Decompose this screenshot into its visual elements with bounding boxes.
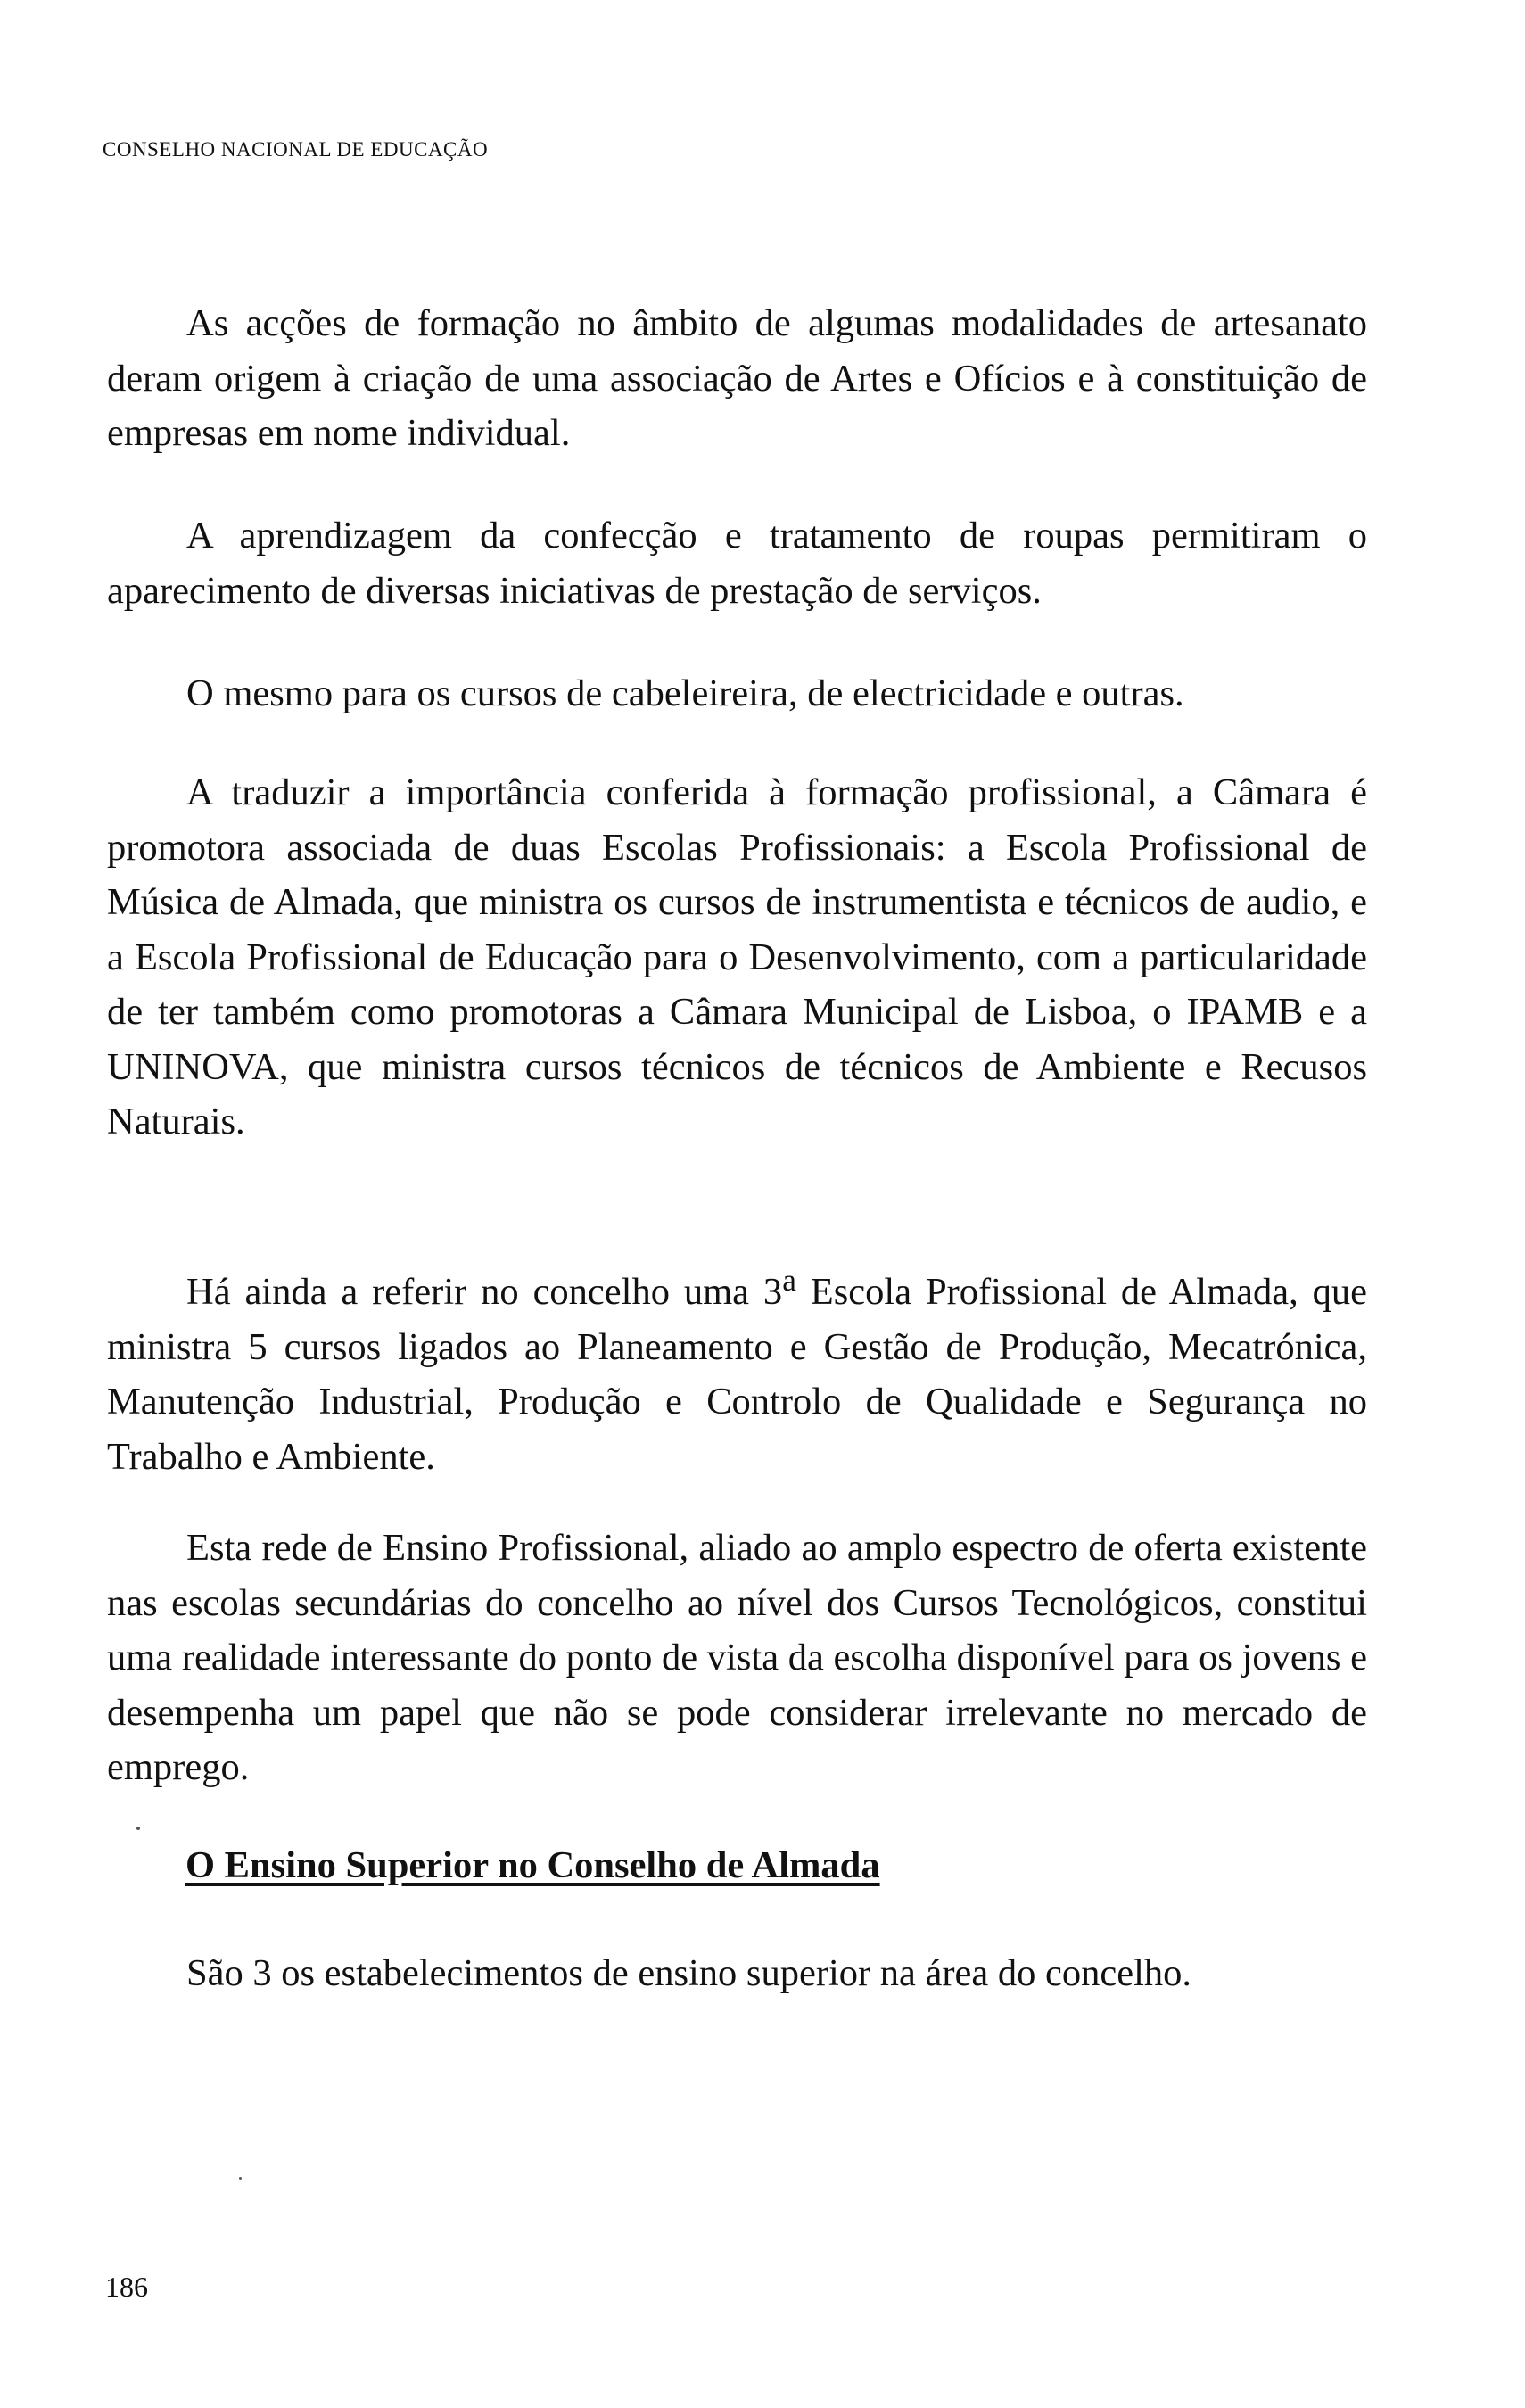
paragraph-escolas-profissionais: A traduzir a importância conferida à formação profissional, a Câmara é promotora associada de duas Escolas Profissionais: a Escola Profissional de Música de Almada, que ministra os cursos de instrumentista e técnicos de audio, e a Escola Profissional de Educação para o Desenvolvimento, com a particularidade de ter também como promotoras a Câmara Municipal de Lisboa, o IPAMB e a UNINOVA, que ministra cursos técnicos de técnicos de Ambiente e Recusos Naturais. (107, 771, 1367, 1142)
paragraph-terceira-escola-end: Escola Profissional de Almada, que ministra 5 cursos ligados ao Planeamento e Gestão de Produção, Mecatrónica, Manutenção Industrial, Produção e Controlo de Qualidade e Segurança no Trabalho e Ambiente. (107, 1271, 1368, 1478)
paragraph-artesanato: As acções de formação no âmbito de algumas modalidades de artesanato deram origem à criação de uma associação de Artes e Ofícios e à constituição de empresas em nome individual. (107, 302, 1367, 454)
paragraph-cursos: O mesmo para os cursos de cabeleireira, de electricidade e outras. (186, 672, 1184, 714)
running-header: CONSELHO NACIONAL DE EDUCAÇÃO (103, 138, 489, 161)
paragraph-ensino-superior: São 3 os estabelecimentos de ensino superior na área do concelho. (186, 1952, 1192, 1994)
paragraph-confeccao: A aprendizagem da confecção e tratamento de roupas permitiram o aparecimento de diversas iniciativas de prestação de serviços. (107, 515, 1367, 612)
scan-speck (136, 1827, 140, 1830)
paragraph-terceira-escola-start: Há ainda a referir no concelho uma 3 (186, 1271, 783, 1314)
paragraph-rede-ensino: Esta rede de Ensino Profissional, aliado ao amplo espectro de oferta existente nas escolas secundárias do concelho ao nível dos Cursos Tecnológicos, constitui uma realidade interessante do ponto de vista da escolha disponível para os jovens e desempenha um papel que não se pode considerar irrelevante no mercado de emprego. (107, 1527, 1367, 1788)
ordinal-superscript: a (782, 1262, 796, 1298)
section-heading: O Ensino Superior no Conselho de Almada (185, 1844, 880, 1886)
scan-speck (239, 2177, 242, 2180)
page-number: 186 (105, 2271, 148, 2303)
paragraph-terceira-escola (107, 1253, 1367, 1484)
